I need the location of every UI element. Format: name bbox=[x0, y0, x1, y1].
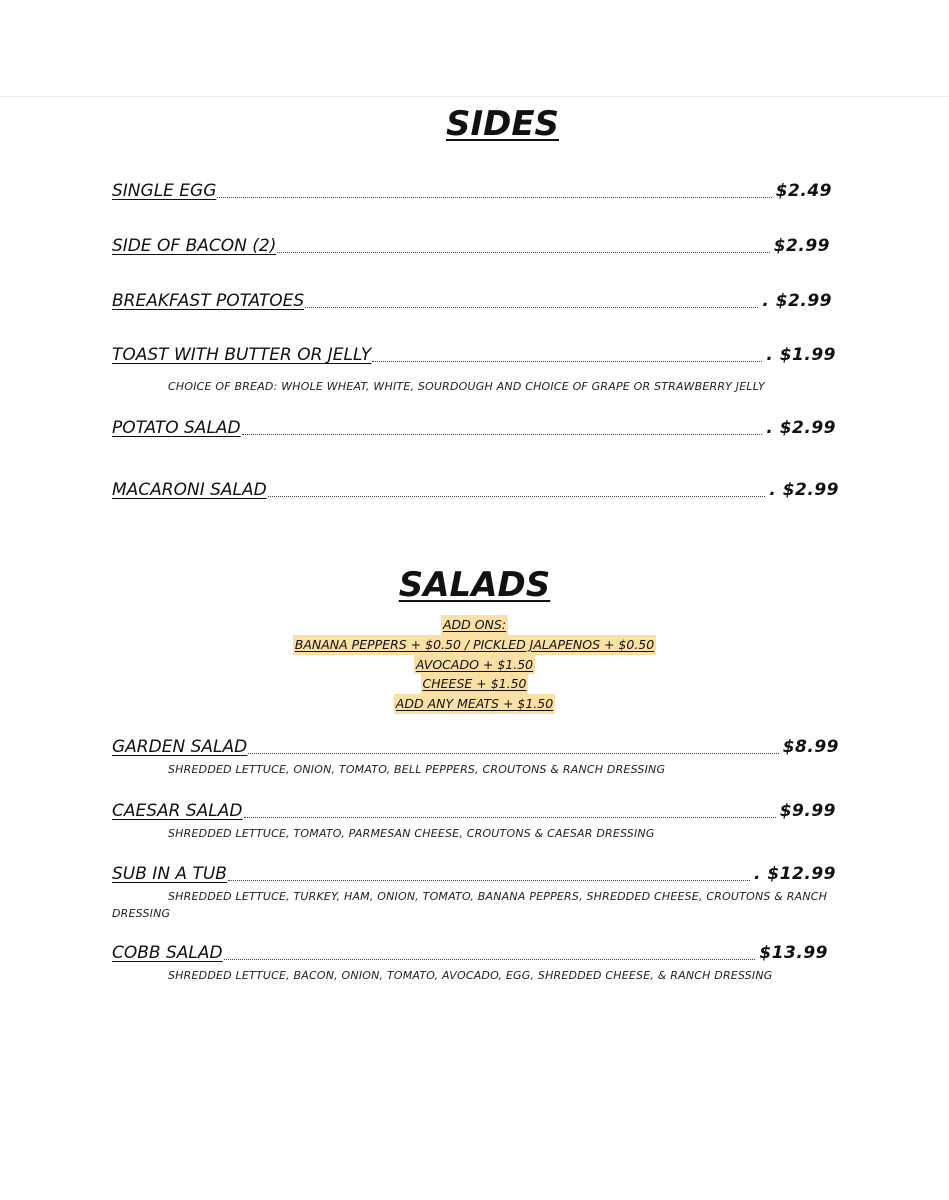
item-name: CAESAR SALAD bbox=[112, 801, 243, 821]
item-description: SHREDDED LETTUCE, BACON, ONION, TOMATO, AVOCADO, EGG, SHREDDED CHEESE, & RANCH DRESSING bbox=[168, 969, 773, 982]
add-on-cheese: CHEESE + $1.50 bbox=[421, 674, 529, 694]
dot-leader bbox=[224, 959, 756, 960]
item-description: SHREDDED LETTUCE, TOMATO, PARMESAN CHEESE, CROUTONS & CAESAR DRESSING bbox=[168, 827, 655, 840]
dot-leader bbox=[248, 753, 779, 754]
add-ons-list bbox=[0, 615, 949, 714]
add-on-avocado: AVOCADO + $1.50 bbox=[414, 655, 535, 675]
item-name: COBB SALAD bbox=[112, 943, 223, 963]
menu-item-toast bbox=[112, 345, 836, 365]
menu-item-side-of-bacon bbox=[112, 236, 830, 256]
item-price: $13.99 bbox=[759, 943, 828, 963]
menu-item-caesar-salad bbox=[112, 801, 836, 821]
item-name: SINGLE EGG bbox=[112, 181, 217, 201]
item-price: $2.99 bbox=[773, 236, 830, 256]
item-name: TOAST WITH BUTTER OR JELLY bbox=[112, 345, 372, 365]
dot-leader bbox=[372, 361, 762, 362]
item-price: . $2.99 bbox=[762, 291, 832, 311]
menu-item-cobb-salad bbox=[112, 943, 828, 963]
dot-leader bbox=[244, 817, 776, 818]
add-on-meats: ADD ANY MEATS + $1.50 bbox=[394, 694, 555, 714]
dot-leader bbox=[242, 434, 763, 435]
menu-item-macaroni-salad bbox=[112, 480, 839, 500]
item-name: MACARONI SALAD bbox=[112, 480, 267, 500]
item-price: $2.49 bbox=[775, 181, 832, 201]
dot-leader bbox=[228, 880, 750, 881]
item-price: . $1.99 bbox=[766, 345, 836, 365]
menu-item-potato-salad bbox=[112, 418, 836, 438]
item-price: . $12.99 bbox=[754, 864, 836, 884]
add-ons-heading: ADD ONS: bbox=[441, 615, 508, 635]
dot-leader bbox=[277, 252, 769, 253]
item-name: SUB IN A TUB bbox=[112, 864, 227, 884]
item-name: SIDE OF BACON (2) bbox=[112, 236, 277, 256]
dot-leader bbox=[217, 197, 771, 198]
menu-item-garden-salad bbox=[112, 737, 839, 757]
item-description-continued: DRESSING bbox=[112, 907, 171, 920]
menu-item-sub-in-a-tub bbox=[112, 864, 836, 884]
item-price: $9.99 bbox=[779, 801, 836, 821]
item-description: CHOICE OF BREAD: WHOLE WHEAT, WHITE, SOURDOUGH AND CHOICE OF GRAPE OR STRAWBERRY JELLY bbox=[168, 380, 765, 393]
item-price: $8.99 bbox=[782, 737, 839, 757]
salads-heading: SALADS bbox=[398, 565, 551, 605]
item-price: . $2.99 bbox=[766, 418, 836, 438]
page-top-divider bbox=[0, 96, 949, 97]
item-price: . $2.99 bbox=[769, 480, 839, 500]
item-name: GARDEN SALAD bbox=[112, 737, 248, 757]
menu-item-breakfast-potatoes bbox=[112, 291, 832, 311]
sides-heading: SIDES bbox=[445, 104, 560, 144]
add-on-peppers: BANANA PEPPERS + $0.50 / PICKLED JALAPENOS + $0.50 bbox=[293, 635, 656, 655]
dot-leader bbox=[268, 496, 766, 497]
menu-item-single-egg bbox=[112, 181, 832, 201]
item-name: BREAKFAST POTATOES bbox=[112, 291, 305, 311]
item-description: SHREDDED LETTUCE, TURKEY, HAM, ONION, TOMATO, BANANA PEPPERS, SHREDDED CHEESE, CROUTONS & RANCH bbox=[168, 890, 828, 903]
item-description: SHREDDED LETTUCE, ONION, TOMATO, BELL PEPPERS, CROUTONS & RANCH DRESSING bbox=[168, 763, 666, 776]
dot-leader bbox=[305, 307, 758, 308]
item-name: POTATO SALAD bbox=[112, 418, 241, 438]
